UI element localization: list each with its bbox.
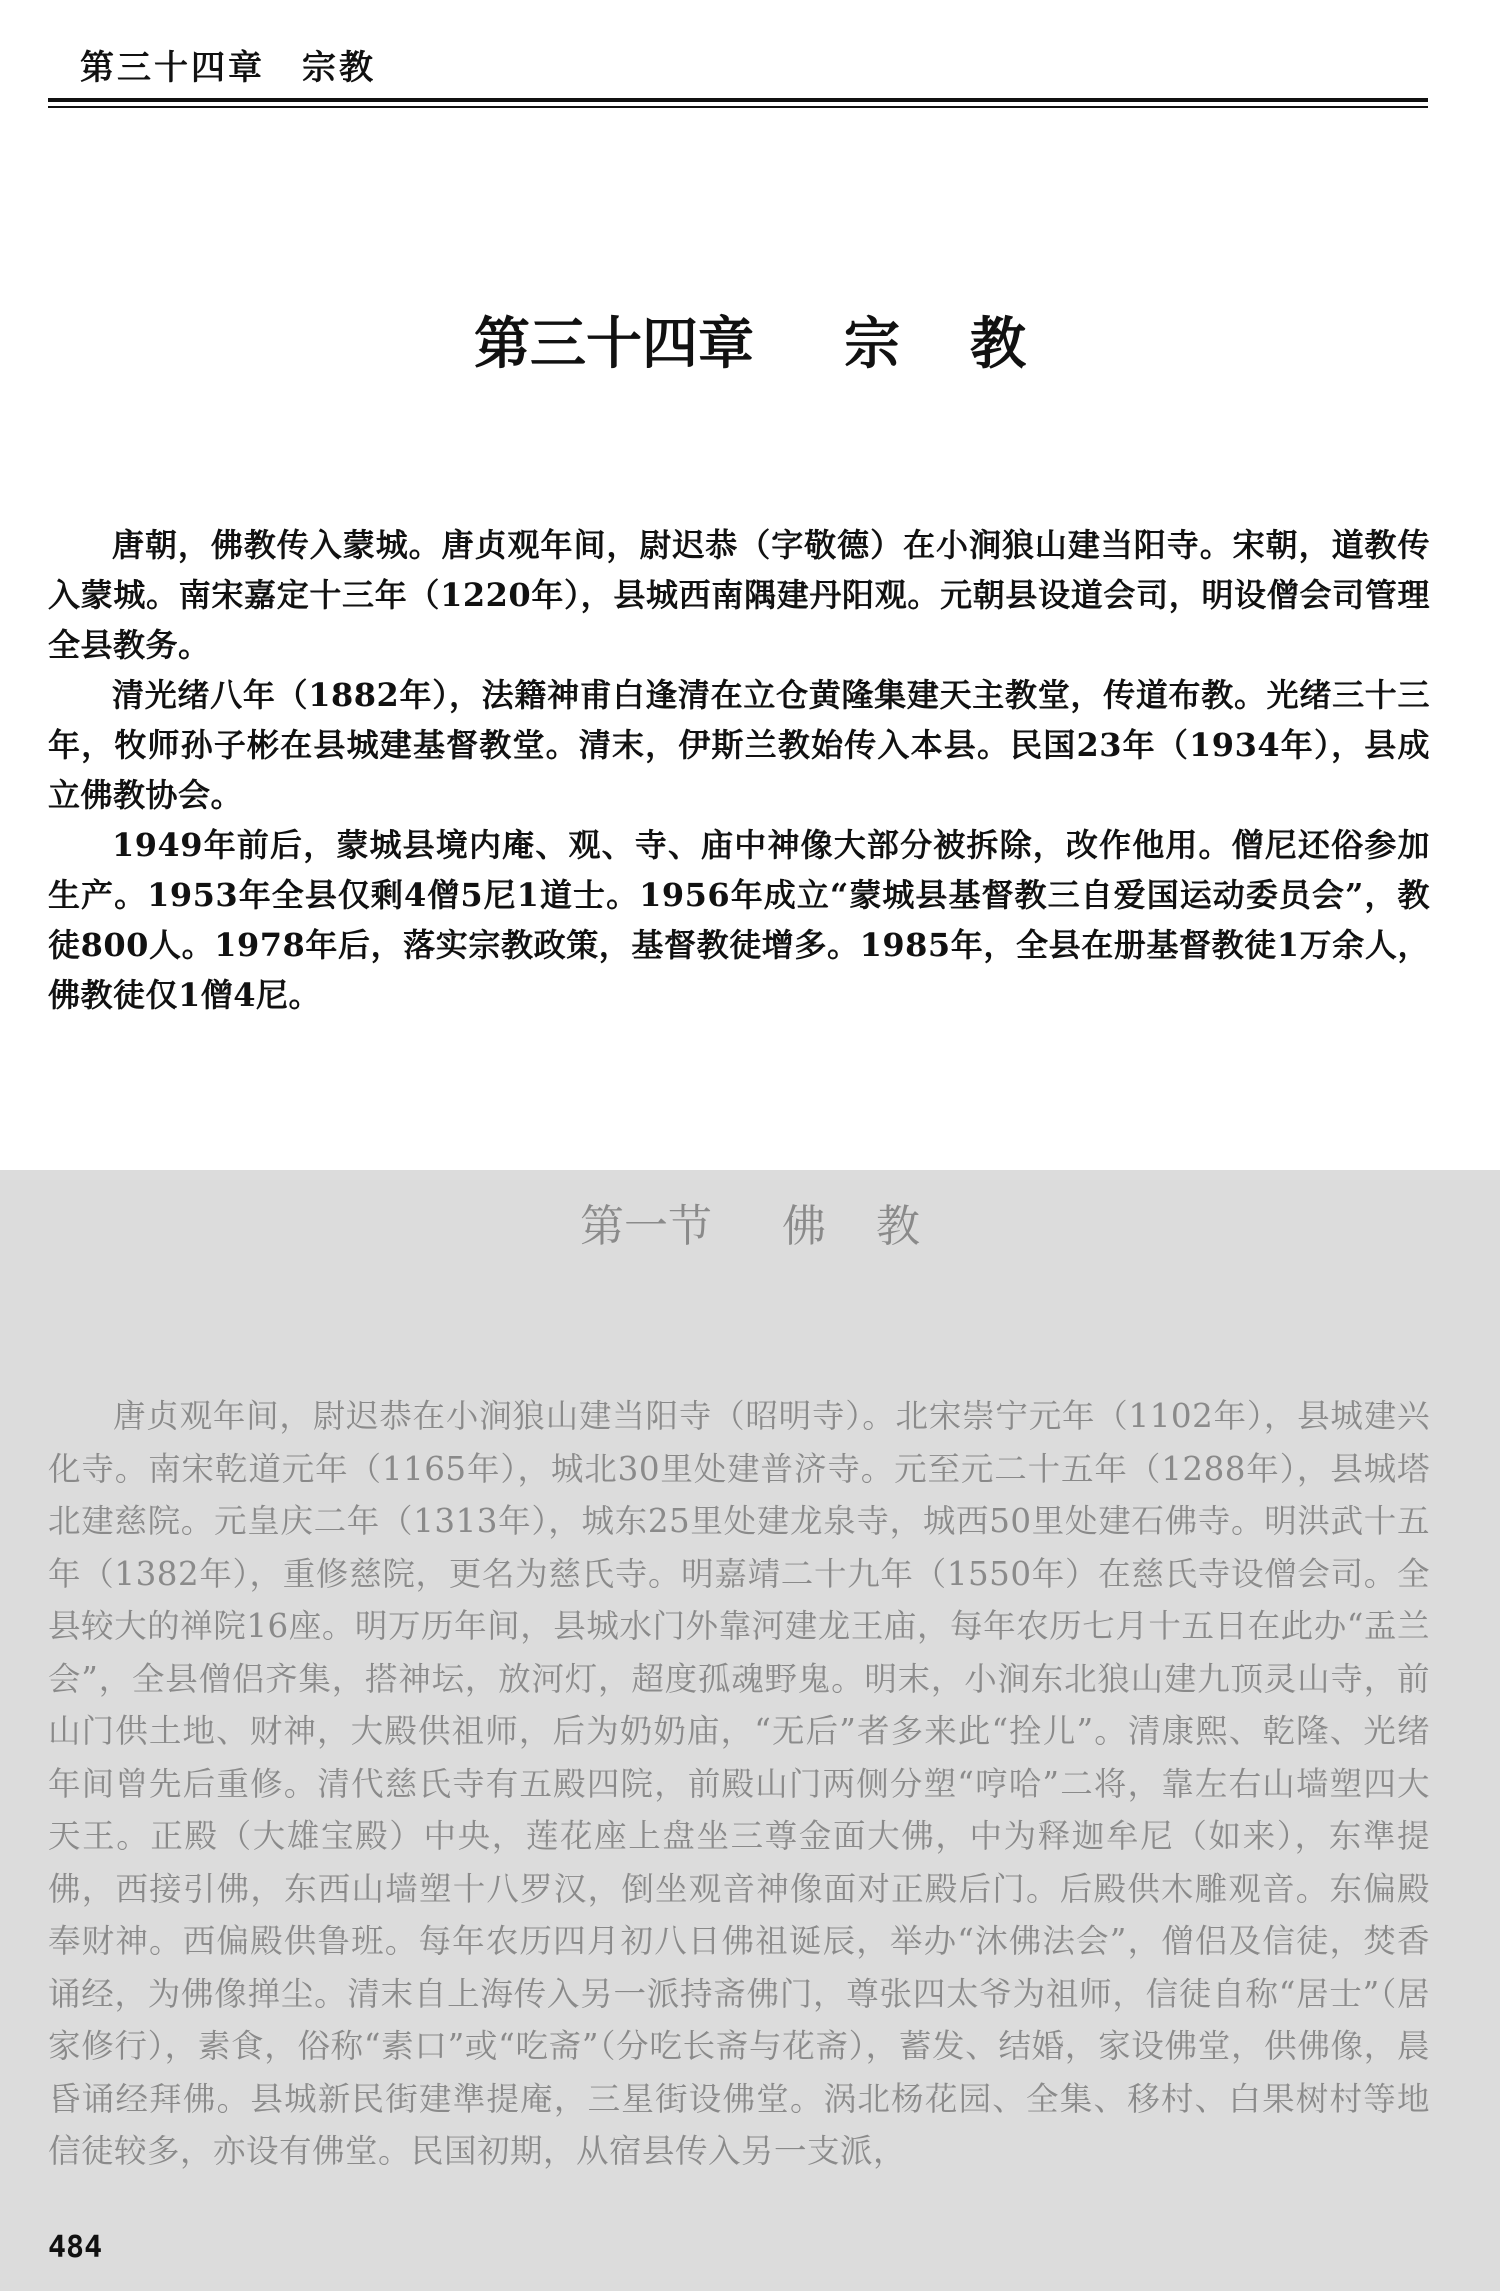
section-body (48, 1390, 1430, 2178)
header-rule-thick (48, 98, 1428, 102)
section-paragraph: 唐贞观年间，尉迟恭在小涧狼山建当阳寺（昭明寺）。北宋崇宁元年（1102年），县城建兴化寺。南宋乾道元年（1165年），城北30里处建普济寺。元至元二十五年（1288年），县城塔北建慈院。元皇庆二年（1313年），城东25里处建龙泉寺，城西50里处建石佛寺。明洪武十五年（1382年），重修慈院，更名为慈氏寺。明嘉靖二十九年（1550年）在慈氏寺设僧会司。全县较大的禅院16座。明万历年间，县城水门外靠河建龙王庙，每年农历七月十五日在此办“盂兰会”，全县僧侣齐集，搭神坛，放河灯，超度孤魂野鬼。明末，小涧东北狼山建九顶灵山寺，前山门供土地、财神，大殿供祖师，后为奶奶庙，“无后”者多来此“拴儿”。清康熙、乾隆、光绪年间曾先后重修。清代慈氏寺有五殿四院，前殿山门两侧分塑“哼哈”二将，靠左右山墙塑四大天王。正殿（大雄宝殿）中央，莲花座上盘坐三尊金面大佛，中为释迦牟尼（如来），东準提佛，西接引佛，东西山墙塑十八罗汉，倒坐观音神像面对正殿后门。后殿供木雕观音。东偏殿奉财神。西偏殿供鲁班。每年农历四月初八日佛祖诞辰，举办“沐佛法会”，僧侣及信徒，焚香诵经，为佛像掸尘。清末自上海传入另一派持斋佛门，尊张四太爷为祖师，信徒自称“居士”（居家修行），素食，俗称“素口”或“吃斋”（分吃长斋与花斋），蓄发、结婚，家设佛堂，供佛像，晨昏诵经拜佛。县城新民街建準提庵，三星街设佛堂。涡北杨花园、全集、移村、白果树村等地信徒较多，亦设有佛堂。民国初期，从宿县传入另一支派， (48, 1397, 1430, 2170)
intro-paragraph-2: 清光绪八年（1882年），法籍神甫白逢清在立仓黄隆集建天主教堂，传道布教。光绪三十三年，牧师孙子彬在县城建基督教堂。清末，伊斯兰教始传入本县。民国23年（1934年），县成立佛教协会。 (48, 676, 1430, 814)
intro-text (48, 520, 1430, 1020)
section-word-1: 佛 (782, 1201, 826, 1252)
page-number: 484 (48, 2230, 103, 2265)
chapter-word-1: 宗 (844, 312, 900, 377)
chapter-title (0, 300, 1500, 380)
intro-paragraph-3: 1949年前后，蒙城县境内庵、观、寺、庙中神像大部分被拆除，改作他用。僧尼还俗参加生产。1953年全县仅剩4僧5尼1道士。1956年成立“蒙城县基督教三自爱国运动委员会”，教徒800人。1978年后，落实宗教政策，基督教徒增多。1985年，全县在册基督教徒1万余人，佛教徒仅1僧4尼。 (48, 826, 1430, 1014)
section-title (0, 1190, 1500, 1254)
header-rule-thin (48, 106, 1428, 108)
chapter-number: 第三十四章 (474, 312, 754, 377)
chapter-word-2: 教 (970, 312, 1026, 377)
section-word-2: 教 (876, 1201, 920, 1252)
section-number: 第一节 (580, 1201, 712, 1252)
running-head: 第三十四章 宗教 (80, 48, 376, 88)
intro-paragraph-1: 唐朝，佛教传入蒙城。唐贞观年间，尉迟恭（字敬德）在小涧狼山建当阳寺。宋朝，道教传入蒙城。南宋嘉定十三年（1220年），县城西南隅建丹阳观。元朝县设道会司，明设僧会司管理全县教务。 (48, 526, 1430, 664)
